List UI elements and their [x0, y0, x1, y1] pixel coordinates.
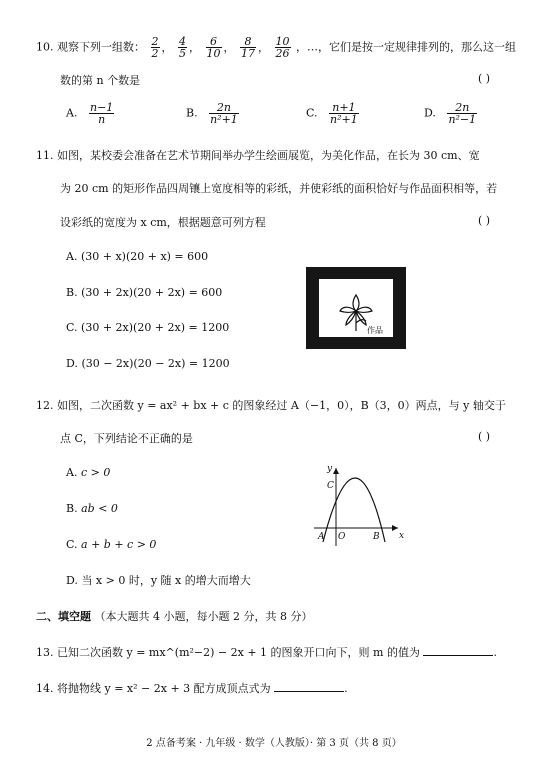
q10-line1	[36, 36, 516, 59]
q10-lead: 观察下列一组数：	[57, 40, 145, 54]
q10-answer-paren: ( )	[478, 72, 491, 85]
seq-frac-2: $\frac{4}{5}$	[179, 35, 186, 60]
section-2-note: （本大题共 4 小题，每小题 2 分，共 8 分）	[94, 610, 313, 623]
q12-option-d: D. 当 x > 0 时，y 随 x 的增大而增大	[66, 574, 251, 587]
q12-line2: 点 C，下列结论不正确的是	[60, 432, 193, 445]
q11-number: 11.	[36, 149, 54, 162]
q11-line3: 设彩纸的宽度为 x cm，根据题意可列方程	[60, 216, 266, 229]
artwork-frame-figure	[306, 267, 406, 349]
y-label: y	[327, 464, 333, 474]
q12-number: 12.	[36, 399, 54, 412]
q13-line: 13. 已知二次函数 y = mx^(m²−2) − 2x + 1 的图象开口向下，则 m 的值为 .	[36, 646, 497, 659]
q11-line1: 11. 如图，某校委会准备在艺术节期间举办学生绘画展览，为美化作品，在长为 30 cm、宽	[36, 149, 480, 162]
q10-option-c: C. $\frac{n+1}{\text{n²+1}}$	[306, 101, 358, 126]
point-a-label: A	[318, 532, 325, 542]
parabola-graph	[310, 462, 406, 548]
q12-option-a: A. c > 0	[66, 466, 111, 479]
q11-option-c: C. (30 + 2x)(20 + 2x) = 1200	[66, 321, 230, 334]
seq-frac-5: $\frac{10}{26}$	[275, 35, 290, 60]
q10-option-a: A. $\frac{n-1}{n}$	[66, 101, 114, 126]
point-c-label: C	[327, 481, 334, 491]
seq-frac-1: $\frac{2}{2}$	[151, 35, 159, 60]
page-footer: 2 点备考案 · 九年级 · 数学（人教版）· 第 3 页（共 8 页）	[146, 738, 402, 749]
q12-answer-paren: ( )	[478, 430, 491, 443]
seq-frac-4: $\frac{8}{17}$	[241, 35, 255, 60]
q14-text: 将抛物线 y = x² − 2x + 3 配方成顶点式为	[57, 682, 271, 695]
q10-tail: ，…，它们是按一定规律排列的，那么这一组	[296, 40, 516, 54]
section-2-header	[36, 608, 312, 624]
q12-line1: 12. 如图，二次函数 y = ax² + bx + c 的图象经过 A（−1，0），B（3，0）两点，与 y 轴交于	[36, 399, 506, 412]
q13-number: 13.	[36, 646, 54, 659]
q10-option-b: B. $\frac{2n}{\text{n²+1}}$	[186, 101, 238, 126]
q11-option-a: A. (30 + x)(20 + x) = 600	[66, 250, 209, 263]
q12-option-c: C. a + b + c > 0	[66, 538, 157, 551]
q11-option-b: B. (30 + 2x)(20 + 2x) = 600	[66, 286, 223, 299]
origin-label: O	[338, 532, 346, 542]
x-axis-arrow-icon	[392, 525, 398, 531]
q13-answer-blank[interactable]	[423, 645, 493, 656]
q10-sequence: $\frac{2}{2}$ ， $\frac{4}{5}$ ， $\frac{6}{10}$ ， $\frac{8}{17}$ ， $\frac{10}{26}$	[151, 35, 290, 60]
y-axis-arrow-icon	[333, 468, 339, 474]
section-2-title: 二、填空题	[36, 610, 91, 623]
q10-line2: 数的第 n 个数是	[60, 74, 141, 87]
q14-answer-blank[interactable]	[274, 681, 344, 692]
x-label: x	[399, 531, 405, 541]
q11-answer-paren: ( )	[478, 214, 491, 227]
seq-frac-3: $\frac{6}{10}$	[206, 35, 221, 60]
q11-option-d: D. (30 − 2x)(20 − 2x) = 1200	[66, 357, 230, 370]
q14-number: 14.	[36, 682, 54, 695]
artwork-label: 作品	[367, 326, 383, 335]
q13-text: 已知二次函数 y = mx^(m²−2) − 2x + 1 的图象开口向下，则 m 的值为	[57, 646, 420, 659]
q11-line2: 为 20 cm 的矩形作品四周镶上宽度相等的彩纸，并使彩纸的面积恰好与作品面积相等，若	[60, 182, 498, 195]
q10-number: 10.	[36, 40, 54, 54]
point-b-label: B	[373, 532, 380, 542]
q14-line: 14. 将抛物线 y = x² − 2x + 3 配方成顶点式为 .	[36, 682, 348, 695]
q10-option-d: D. $\frac{2n}{\text{n²−1}}$	[424, 101, 477, 126]
q12-option-b: B. ab < 0	[66, 502, 118, 515]
